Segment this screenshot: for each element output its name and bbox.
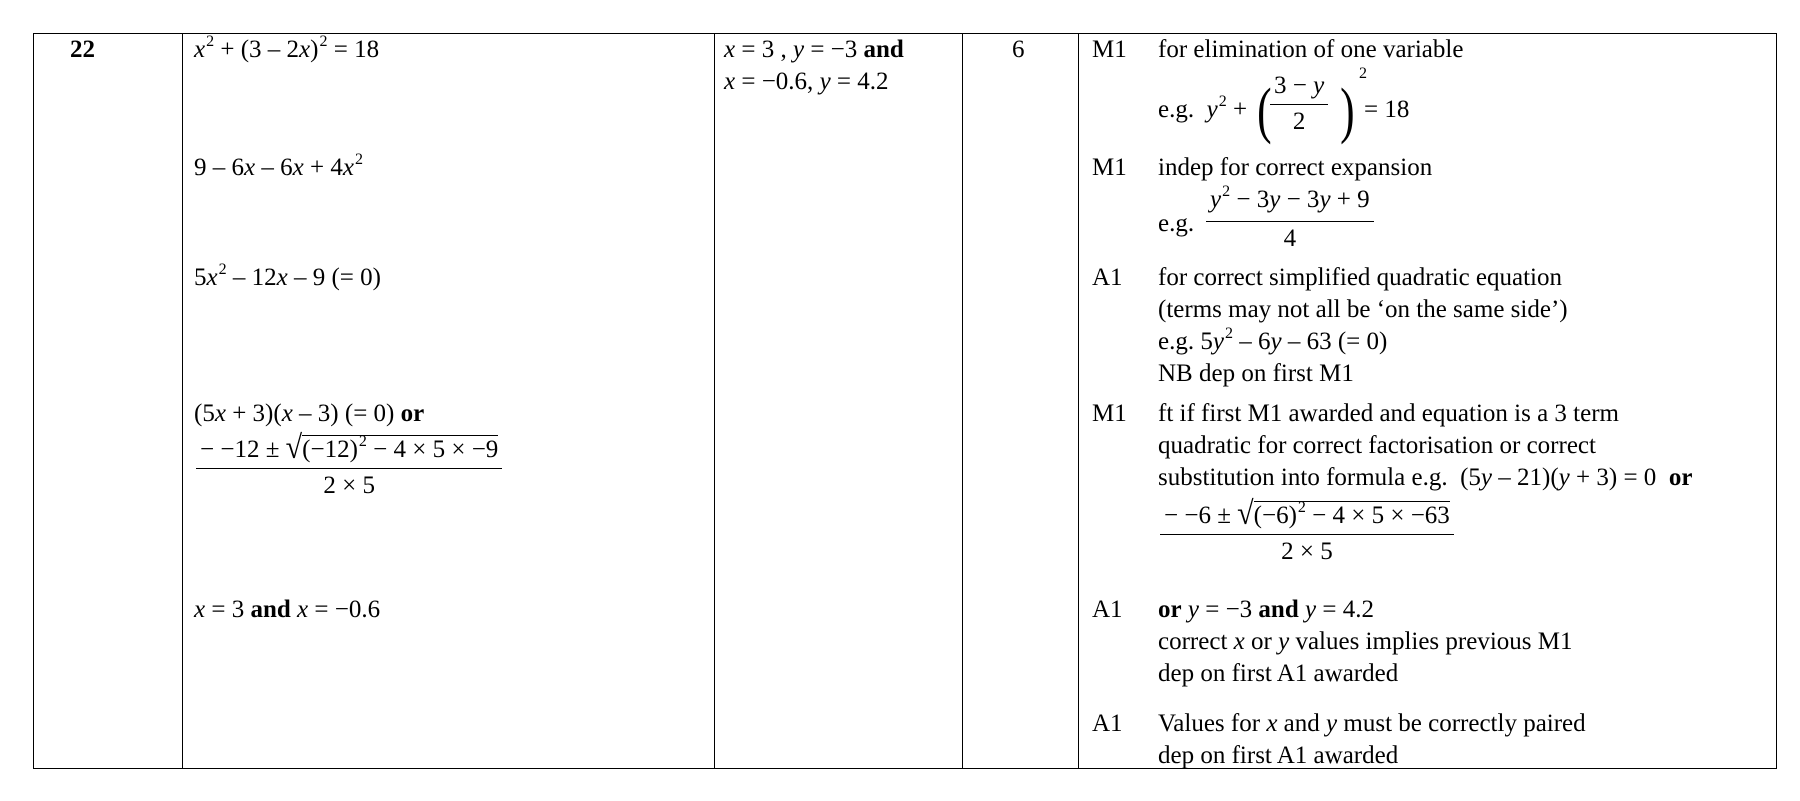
note-example-paren-expr: (: [1257, 77, 1272, 146]
note-text: NB dep on first M1: [1158, 360, 1354, 387]
note-text: ft if first M1 awarded and equation is a 3 term: [1158, 400, 1619, 427]
working-quadratic-formula: $\frac{- -12 \pm √(-12)^2 - 4 \times 5 \times -9}{2 \times 5}$: [196, 432, 502, 503]
note-text: for correct simplified quadratic equation: [1158, 264, 1563, 291]
note-text: indep for correct expansion: [1158, 154, 1433, 181]
note-example: e.g. $5y^2 - 6y - 63$ (= 0): [1158, 325, 1388, 355]
total-marks: 6: [1012, 36, 1025, 63]
note-text: correct x or y values implies previous M1: [1158, 628, 1573, 655]
note-text: for elimination of one variable: [1158, 36, 1464, 63]
note-example-fraction: $\frac{y^2 - 3y - 3y + 9}{4}$: [1206, 184, 1374, 256]
note-text: (terms may not all be ‘on the same side’): [1158, 296, 1568, 323]
note-example-fraction: $\frac{3 - y}{2}$: [1270, 70, 1328, 139]
answer-line-1: x = 3 , y = −3 and: [724, 36, 904, 63]
note-example-exponent: 2: [1359, 65, 1367, 82]
working-step-2: $9 - 6x - 6x + 4x^2$: [194, 151, 363, 181]
answer-line-2: x = −0.6, y = 4.2: [724, 68, 889, 95]
column-divider: [182, 34, 183, 768]
note-example-result: = 18: [1364, 96, 1410, 123]
mark-code: A1: [1092, 710, 1123, 737]
note-text: quadratic for correct factorisation or correct: [1158, 432, 1596, 459]
column-divider: [962, 34, 963, 768]
mark-code: M1: [1092, 36, 1127, 63]
note-text: dep on first A1 awarded: [1158, 660, 1399, 687]
mark-code: A1: [1092, 264, 1123, 291]
mark-code: A1: [1092, 596, 1123, 623]
column-divider: [714, 34, 715, 768]
note-text: or y = −3 and y = 4.2: [1158, 596, 1374, 623]
note-example-label: e.g.: [1158, 210, 1195, 237]
note-text: dep on first A1 awarded: [1158, 742, 1399, 769]
note-quadratic-formula: $\frac{- -6 \pm √(-6)^2 - 4 \times 5 \times -63}{2 \times 5}$: [1160, 498, 1454, 569]
column-divider: [1078, 34, 1079, 768]
mark-code: M1: [1092, 154, 1127, 181]
note-example: e.g. $y^2$ +: [1158, 93, 1248, 123]
question-number: 22: [70, 36, 95, 63]
working-step-5: x = 3 and x = −0.6: [194, 596, 381, 623]
note-text: Values for x and y must be correctly paired: [1158, 710, 1586, 737]
mark-code: M1: [1092, 400, 1127, 427]
note-example-paren-close: ): [1340, 77, 1355, 146]
working-step-1: $x^2 + (3 - 2x)^2 = 18$: [194, 33, 380, 63]
note-text: substitution into formula e.g. (5y – 21)(y + 3) = 0 or: [1158, 464, 1693, 491]
working-step-3: $5x^2 - 12x - 9$ (= 0): [194, 261, 381, 291]
working-step-4: (5x + 3)(x – 3) (= 0) or: [194, 400, 425, 427]
